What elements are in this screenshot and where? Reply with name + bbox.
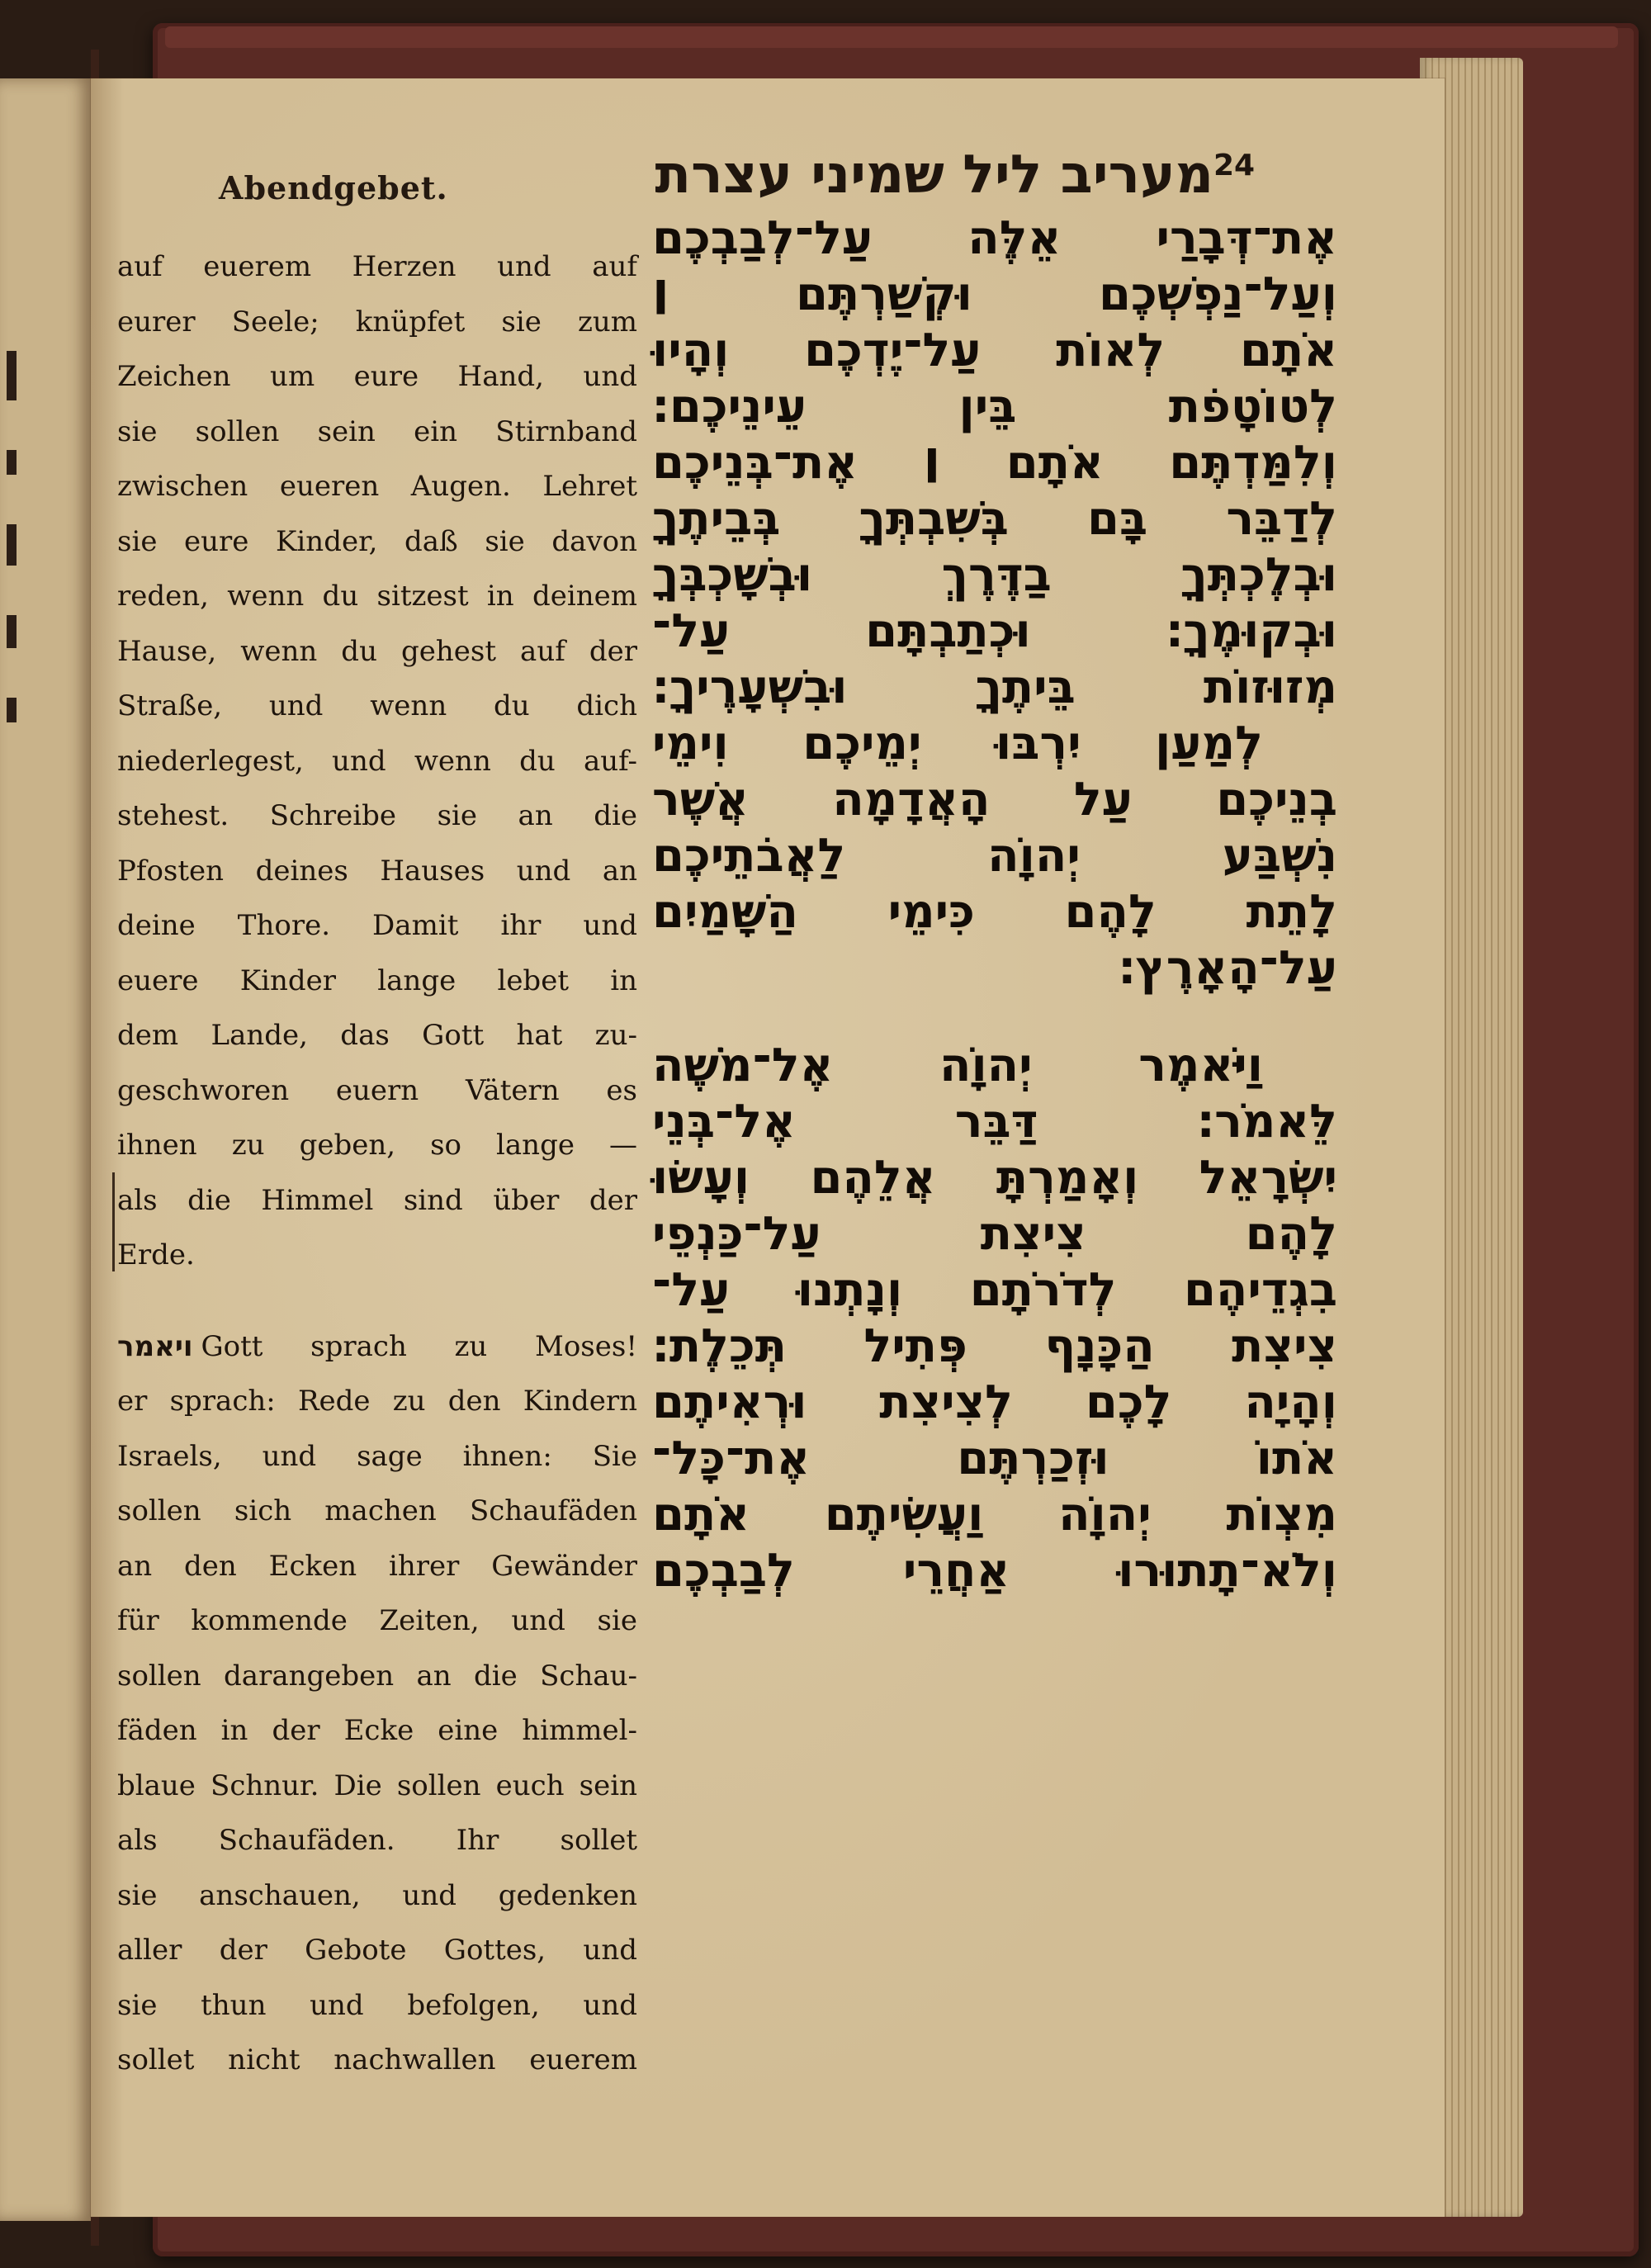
german-line: sie thun und befolgen, und	[117, 1988, 637, 2022]
hebrew-line: וְלֹא־תָתוּרוּ אַחֲרֵי לְבַבְכֶם	[652, 1544, 1337, 1598]
hebrew-line: אֹתוֹ וּזְכַרְתֶּם אֶת־כָּל־	[652, 1432, 1337, 1485]
hebrew-line: צִיצִת הַכָּנָף פְּתִיל תְּכֵלֶת׃	[652, 1319, 1337, 1373]
german-line: blaue Schnur. Die sollen euch sein	[117, 1768, 637, 1802]
german-line: stehest. Schreibe sie an die	[117, 799, 637, 832]
hebrew-line: לְדַבֵּר בָּם בְּשִׁבְתְּךָ בְּבֵיתֶךָ	[652, 492, 1337, 546]
margin-mark	[112, 1172, 115, 1271]
german-line: auf euerem Herzen und auf	[117, 250, 637, 283]
previous-page-edge	[0, 78, 91, 2221]
german-running-header: Abendgebet.	[219, 169, 448, 206]
german-line: dem Lande, das Gott hat zu-	[117, 1019, 637, 1052]
german-line: er sprach: Rede zu den Kindern	[117, 1385, 637, 1418]
hebrew-running-header: מעריב ליל שמיני עצרת	[655, 144, 1213, 206]
german-line: euere Kinder lange lebet in	[117, 964, 637, 997]
german-line: eurer Seele; knüpfet sie zum	[117, 305, 637, 339]
german-line: deine Thore. Damit ihr und	[117, 909, 637, 942]
paragraph-gap	[652, 997, 1337, 1038]
german-line-text: Gott sprach zu Moses!	[201, 1329, 637, 1363]
hebrew-line: בְנֵיכֶם עַל הָאֲדָמָה אֲשֶׁר	[652, 773, 1337, 826]
hebrew-line: מְזוּזוֹת בֵּיתֶךָ וּבִשְׁעָרֶיךָ׃	[652, 661, 1337, 714]
german-line: reden, wenn du sitzest in deinem	[117, 580, 637, 613]
hebrew-line: יִשְׂרָאֵל וְאָמַרְתָּ אֲלֵהֶם וְעָשׂוּ	[652, 1151, 1337, 1205]
german-line: sollen sich machen Schaufäden	[117, 1494, 637, 1527]
hebrew-paragraph-1	[652, 211, 1337, 997]
hebrew-paragraph-2	[652, 1038, 1337, 1599]
german-line: niederlegest, und wenn du auf-	[117, 744, 637, 778]
hebrew-line: וְהָיָה לָכֶם לְצִיצִת וּרְאִיתֶם	[652, 1375, 1337, 1429]
hebrew-line: וְעַל־נַפְשְׁכֶם וּקְשַׁרְתֶּם ׀	[652, 268, 1337, 321]
hebrew-line: נִשְׁבַּע יְהוָֹה לַאֲבֹתֵיכֶם	[652, 829, 1337, 883]
previous-page-text-fragments	[7, 351, 31, 780]
hebrew-line: וּבְלֶכְתְּךָ בַדֶּרֶךְ וּבְשָׁכְבְּךָ	[652, 548, 1337, 602]
german-line: sie eure Kinder, daß sie davon	[117, 524, 637, 558]
hebrew-line: לֵּאמֹר׃ דַּבֵּר אֶל־בְּנֵי	[652, 1095, 1337, 1148]
german-paragraph-1	[117, 239, 637, 1283]
german-line: fäden in der Ecke eine himmel-	[117, 1714, 637, 1747]
german-line: als Schaufäden. Ihr sollet	[117, 1824, 637, 1857]
hebrew-line: וַיֹּאמֶר יְהוָֹה אֶל־מֹשֶׁה	[652, 1039, 1263, 1092]
german-line: Erde.	[117, 1238, 195, 1271]
hebrew-line: אֶת־דְּבָרַי אֵלֶּה עַל־לְבַבְכֶם	[652, 211, 1337, 265]
german-line: sie anschauen, und gedenken	[117, 1878, 637, 1912]
german-line: aller der Gebote Gottes, und	[117, 1934, 637, 1967]
german-line: Zeichen um eure Hand, und	[117, 360, 637, 393]
german-translation-column	[117, 239, 637, 2088]
book-cover-top-edge	[165, 26, 1618, 48]
german-paragraph-2	[117, 1319, 637, 2088]
hebrew-line: בִגְדֵיהֶם לְדֹרֹתָם וְנָתְנוּ עַל־	[652, 1263, 1337, 1317]
german-line: sie sollen sein ein Stirnband	[117, 414, 637, 448]
hebrew-line: וְלִמַּדְתֶּם אֹתָם ׀ אֶת־בְּנֵיכֶם	[652, 436, 1337, 490]
german-line: ihnen zu geben, so lange —	[117, 1129, 637, 1162]
german-line: Hause, wenn du gehest auf der	[117, 634, 637, 668]
hebrew-line: לְטוֹטָפֹת בֵּין עֵינֵיכֶם׃	[652, 380, 1337, 433]
german-line-with-reference	[117, 1319, 637, 1375]
hebrew-cue-word: ויאמר	[117, 1329, 193, 1363]
german-line: für kommende Zeiten, und sie	[117, 1604, 637, 1637]
hebrew-text-column	[652, 211, 1337, 1599]
german-line: an den Ecken ihrer Gewänder	[117, 1549, 637, 1583]
page-number: 24	[1213, 149, 1256, 182]
paragraph-gap	[117, 1283, 637, 1319]
german-line: als die Himmel sind über der	[117, 1183, 637, 1217]
hebrew-line: מִצְוֹת יְהוָֹה וַעֲשִׂיתֶם אֹתָם	[652, 1488, 1337, 1541]
hebrew-line: אֹתָם לְאוֹת עַל־יֶדְכֶם וְהָיוּ	[652, 324, 1337, 377]
german-line: zwischen eueren Augen. Lehret	[117, 470, 637, 503]
german-line: geschworen euern Vätern es	[117, 1073, 637, 1107]
hebrew-line: עַל־הָאָרֶץ׃	[1118, 941, 1337, 995]
german-line: Straße, und wenn du dich	[117, 689, 637, 722]
hebrew-line: לְמַעַן יִרְבּוּ יְמֵיכֶם וִימֵי	[652, 717, 1263, 770]
hebrew-line: וּבְקוּמֶךָ׃ וּכְתַבְתָּם עַל־	[652, 604, 1337, 658]
hebrew-line: לָהֶם צִיצִת עַל־כַּנְפֵי	[652, 1207, 1337, 1261]
german-line: Israels, und sage ihnen: Sie	[117, 1439, 637, 1473]
hebrew-line: לָתֵת לָהֶם כִּימֵי הַשָּׁמַיִם	[652, 885, 1337, 939]
german-line: Pfosten deines Hauses und an	[117, 854, 637, 888]
german-line: sollen darangeben an die Schau-	[117, 1659, 637, 1693]
german-line: sollet nicht nachwallen euerem	[117, 2043, 637, 2076]
